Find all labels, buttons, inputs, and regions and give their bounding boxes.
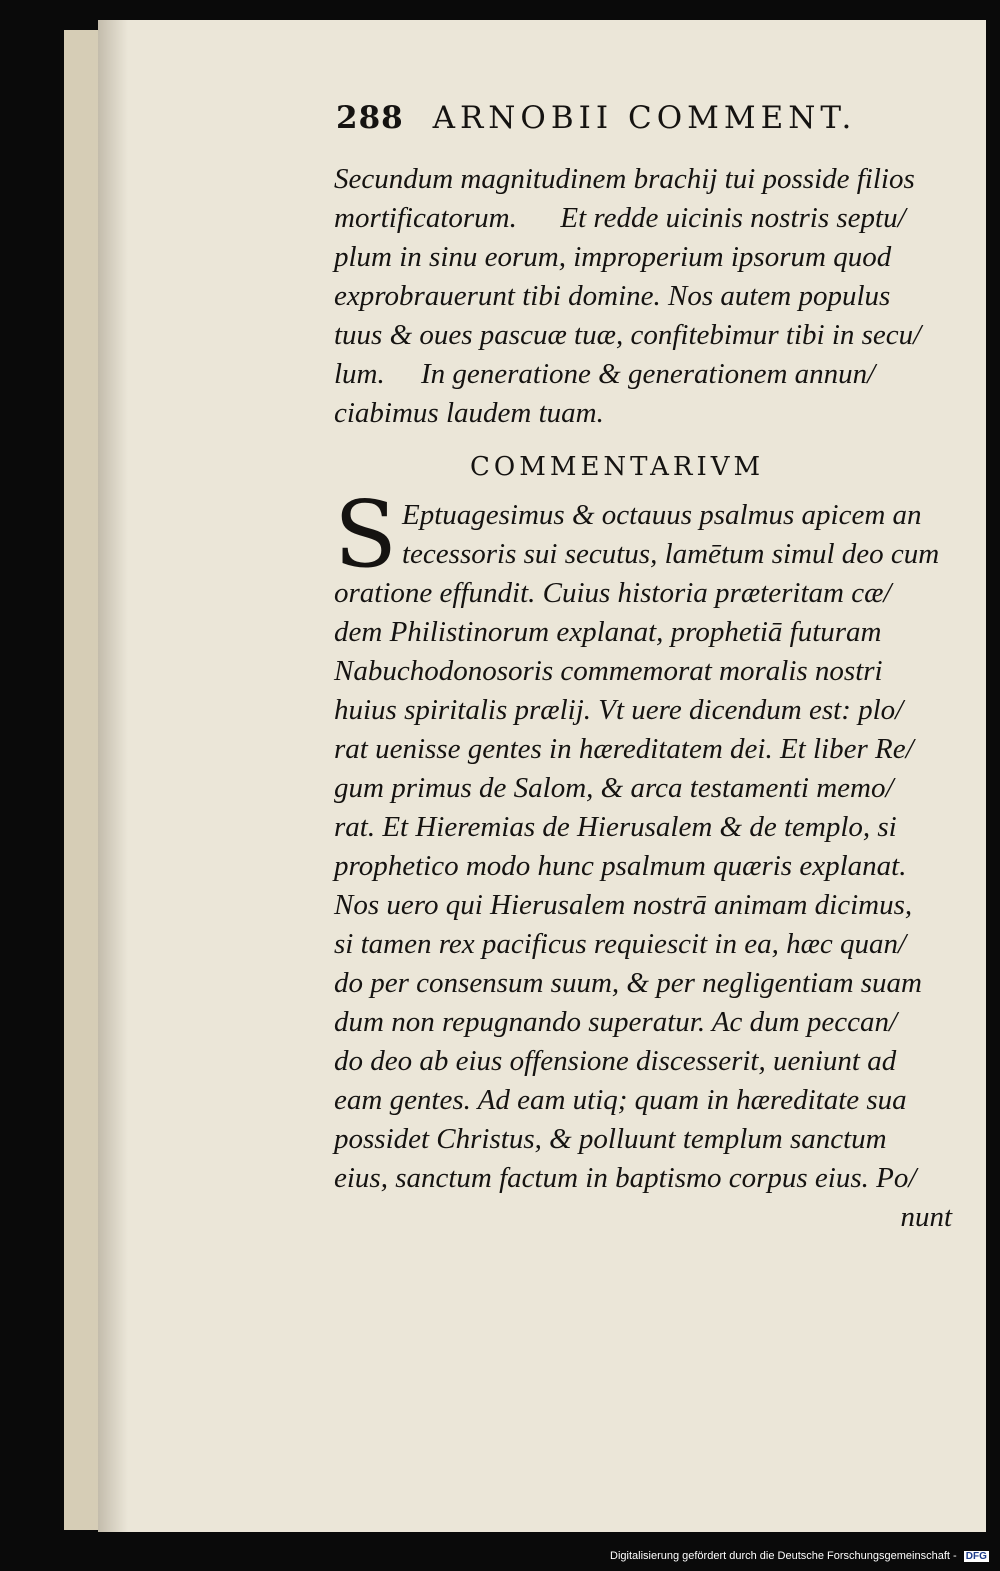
running-header bbox=[336, 100, 896, 146]
digitization-credit bbox=[610, 1550, 1000, 1568]
psalm-line: exprobrauerunt tibi domine. Nos autem populus bbox=[334, 280, 891, 312]
psalm-line: Secundum magnitudinem brachij tui posside filios bbox=[334, 163, 915, 195]
commentary-line: rat uenisse gentes in hæreditatem dei. Et liber Re/ bbox=[334, 733, 914, 765]
commentary-line: oratione effundit. Cuius historia præteritam cæ/ bbox=[334, 577, 892, 609]
commentary-line: tecessoris sui secutus, lamētum simul deo cum bbox=[402, 538, 940, 570]
commentary-line: possidet Christus, & polluunt templum sanctum bbox=[334, 1123, 887, 1155]
commentary-line: si tamen rex pacificus requiescit in ea, hæc quan/ bbox=[334, 928, 907, 960]
commentary-line: Nabuchodonosoris commemorat moralis nostri bbox=[334, 655, 883, 687]
psalm-line: lum. In generatione & generationem annun/ bbox=[334, 358, 876, 390]
commentary-line: prophetico modo hunc psalmum quæris explanat. bbox=[334, 850, 907, 882]
commentary-line: do per consensum suum, & per negligentiam suam bbox=[334, 967, 923, 999]
commentary-line: do deo ab eius offensione discesserit, ueniunt ad bbox=[334, 1045, 897, 1077]
gutter-shadow bbox=[98, 20, 128, 1532]
catchword: nunt bbox=[900, 1201, 952, 1233]
drop-cap: S bbox=[334, 481, 398, 588]
commentary-line: dem Philistinorum explanat, prophetiā futuram bbox=[334, 616, 882, 648]
commentary-line: huius spiritalis prælij. Vt uere dicendum est: plo/ bbox=[334, 694, 904, 726]
page-number: 288 bbox=[336, 100, 404, 136]
psalm-text-block bbox=[334, 160, 964, 433]
commentary-line: rat. Et Hieremias de Hierusalem & de templo, si bbox=[334, 811, 897, 843]
commentary-heading: COMMENTARIVM bbox=[470, 452, 765, 482]
commentary-text-block bbox=[334, 481, 964, 1237]
credit-text: Digitalisierung gefördert durch die Deutsche Forschungsgemeinschaft - bbox=[610, 1550, 957, 1562]
psalm-line: mortificatorum. Et redde uicinis nostris septu/ bbox=[334, 202, 906, 234]
psalm-line: ciabimus laudem tuam. bbox=[334, 397, 604, 429]
commentary-line: dum non repugnando superatur. Ac dum peccan/ bbox=[334, 1006, 898, 1038]
running-title: ARNOBII COMMENT. bbox=[432, 100, 857, 136]
commentary-line: eius, sanctum factum in baptismo corpus eius. Po/ bbox=[334, 1162, 917, 1194]
psalm-line: tuus & oues pascuæ tuæ, confitebimur tibi in secu/ bbox=[334, 319, 922, 351]
psalm-line: plum in sinu eorum, improperium ipsorum quod bbox=[334, 241, 892, 273]
dfg-logo: DFG bbox=[965, 1551, 987, 1562]
commentary-line: Eptuagesimus & octauus psalmus apicem an bbox=[402, 499, 922, 531]
commentary-line: gum primus de Salom, & arca testamenti memo/ bbox=[334, 772, 894, 804]
commentary-line: Nos uero qui Hierusalem nostrā animam dicimus, bbox=[334, 889, 913, 921]
commentary-line: eam gentes. Ad eam utiq; quam in hæreditate sua bbox=[334, 1084, 907, 1116]
